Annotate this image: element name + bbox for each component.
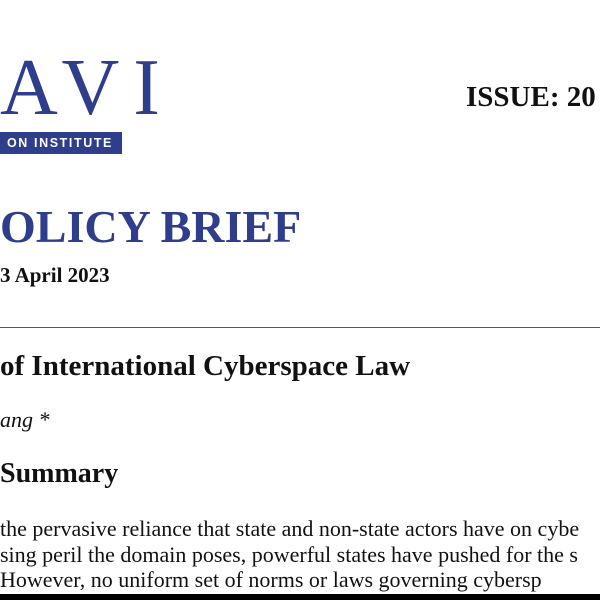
summary-heading: Summary	[0, 458, 119, 489]
publication-date: 3 April 2023	[0, 263, 110, 287]
institute-logo-letters: AVI	[0, 44, 174, 132]
policy-brief-title: OLICY BRIEF	[0, 201, 302, 252]
institute-logo-band	[0, 132, 122, 154]
summary-text-line: However, no uniform set of norms or laws governing cybersp	[0, 567, 542, 592]
institute-logo-band-text: ON INSTITUTE	[6, 136, 113, 150]
horizontal-divider	[0, 327, 600, 328]
issue-number: ISSUE: 20	[466, 81, 596, 113]
bottom-edge-bar	[0, 594, 600, 600]
summary-text-line: the pervasive reliance that state and non-state actors have on cybe	[0, 516, 580, 541]
author-name: ang *	[0, 407, 50, 432]
article-title: of International Cyberspace Law	[0, 350, 411, 382]
summary-text-line: sing peril the domain poses, powerful states have pushed for the s	[0, 542, 578, 567]
